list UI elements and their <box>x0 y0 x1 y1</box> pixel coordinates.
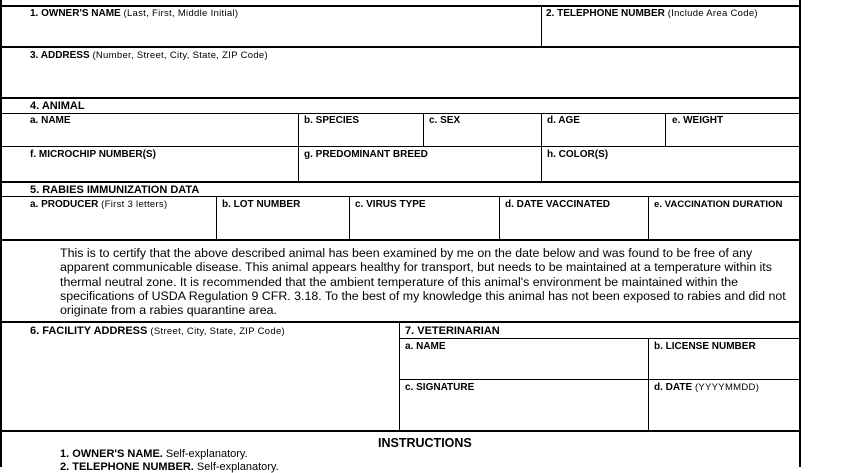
vaccination-duration-label: e. VACCINATION DURATION <box>654 199 783 210</box>
microchip-label: f. MICROCHIP NUMBER(S) <box>30 149 156 160</box>
divider <box>216 196 217 240</box>
signature-label: c. SIGNATURE <box>405 382 475 393</box>
divider <box>499 196 500 240</box>
rule <box>0 181 801 183</box>
divider <box>298 113 299 181</box>
rule <box>0 146 801 147</box>
form-right-border <box>799 0 801 467</box>
sex-label: c. SEX <box>429 115 461 126</box>
producer-label: a. PRODUCER (First 3 letters) <box>30 199 168 210</box>
divider <box>541 5 542 47</box>
date-vaccinated-field[interactable] <box>501 212 647 238</box>
lot-number-label: b. LOT NUMBER <box>222 199 301 210</box>
license-number-label: b. LICENSE NUMBER <box>654 341 756 352</box>
rule <box>399 338 800 339</box>
veterinarian-section-title: 7. VETERINARIAN <box>405 325 500 337</box>
colors-field[interactable] <box>543 161 798 180</box>
date-vaccinated-label: d. DATE VACCINATED <box>505 199 610 210</box>
vet-date-field[interactable] <box>650 394 798 429</box>
instruction-item-1: 1. OWNER'S NAME. Self-explanatory. <box>60 448 248 460</box>
signature-field[interactable] <box>401 394 647 429</box>
virus-type-field[interactable] <box>351 212 498 238</box>
rule <box>0 113 801 114</box>
divider <box>541 113 542 181</box>
age-label: d. AGE <box>547 115 580 126</box>
rule <box>0 5 801 7</box>
sex-field[interactable] <box>425 127 540 145</box>
telephone-field[interactable] <box>543 21 798 45</box>
divider <box>665 113 666 147</box>
divider <box>399 321 400 431</box>
weight-label: e. WEIGHT <box>672 115 724 126</box>
instruction-item-2: 2. TELEPHONE NUMBER. Self-explanatory. <box>60 461 279 473</box>
license-number-field[interactable] <box>650 353 798 378</box>
species-field[interactable] <box>300 127 422 145</box>
rule <box>0 46 801 48</box>
lot-number-field[interactable] <box>218 212 348 238</box>
vet-name-label: a. NAME <box>405 341 446 352</box>
instructions-title: INSTRUCTIONS <box>378 436 472 450</box>
facility-address-label: 6. FACILITY ADDRESS (Street, City, State, ZIP Code) <box>30 325 286 337</box>
rule <box>0 97 801 99</box>
owner-name-field[interactable] <box>2 21 540 45</box>
owner-name-label: 1. OWNER'S NAME (Last, First, Middle Initial) <box>30 8 239 19</box>
address-field[interactable] <box>2 63 798 96</box>
rule <box>0 239 801 241</box>
divider <box>648 196 649 240</box>
age-field[interactable] <box>543 127 664 145</box>
rabies-section-title: 5. RABIES IMMUNIZATION DATA <box>30 184 200 196</box>
breed-field[interactable] <box>300 161 540 180</box>
rule <box>0 430 801 432</box>
vet-name-field[interactable] <box>401 353 647 378</box>
animal-name-label: a. NAME <box>30 115 71 126</box>
divider <box>648 338 649 431</box>
virus-type-label: c. VIRUS TYPE <box>355 199 426 210</box>
divider <box>423 113 424 147</box>
microchip-field[interactable] <box>2 161 297 180</box>
breed-label: g. PREDOMINANT BREED <box>304 149 428 160</box>
animal-section-title: 4. ANIMAL <box>30 100 85 112</box>
telephone-label: 2. TELEPHONE NUMBER (Include Area Code) <box>546 8 758 19</box>
vet-date-label: d. DATE (YYYYMMDD) <box>654 382 760 393</box>
vaccination-duration-field[interactable] <box>650 212 798 238</box>
producer-field[interactable] <box>2 212 215 238</box>
rule <box>399 379 800 380</box>
rule <box>0 321 801 323</box>
species-label: b. SPECIES <box>304 115 360 126</box>
address-label: 3. ADDRESS (Number, Street, City, State, ZIP Code) <box>30 50 268 61</box>
divider <box>349 196 350 240</box>
animal-name-field[interactable] <box>2 127 297 145</box>
colors-label: h. COLOR(S) <box>547 149 609 160</box>
weight-field[interactable] <box>667 127 798 145</box>
certification-statement: This is to certify that the above described animal has been examined by me on the date below and was found to be free of any apparent communicable disease. This animal appears healthy for transport, but needs to be maintained at a temperature within its thermal neutral zone. It is recommended that the ambient temperature of this animal's environment be maintained within the specifications of USDA Regulation 9 CFR. 3.18. To the best of my knowledge this animal has not been exposed to rabies and did not originate from a rabies quarantine area. <box>60 246 786 318</box>
facility-address-field[interactable] <box>2 339 398 429</box>
